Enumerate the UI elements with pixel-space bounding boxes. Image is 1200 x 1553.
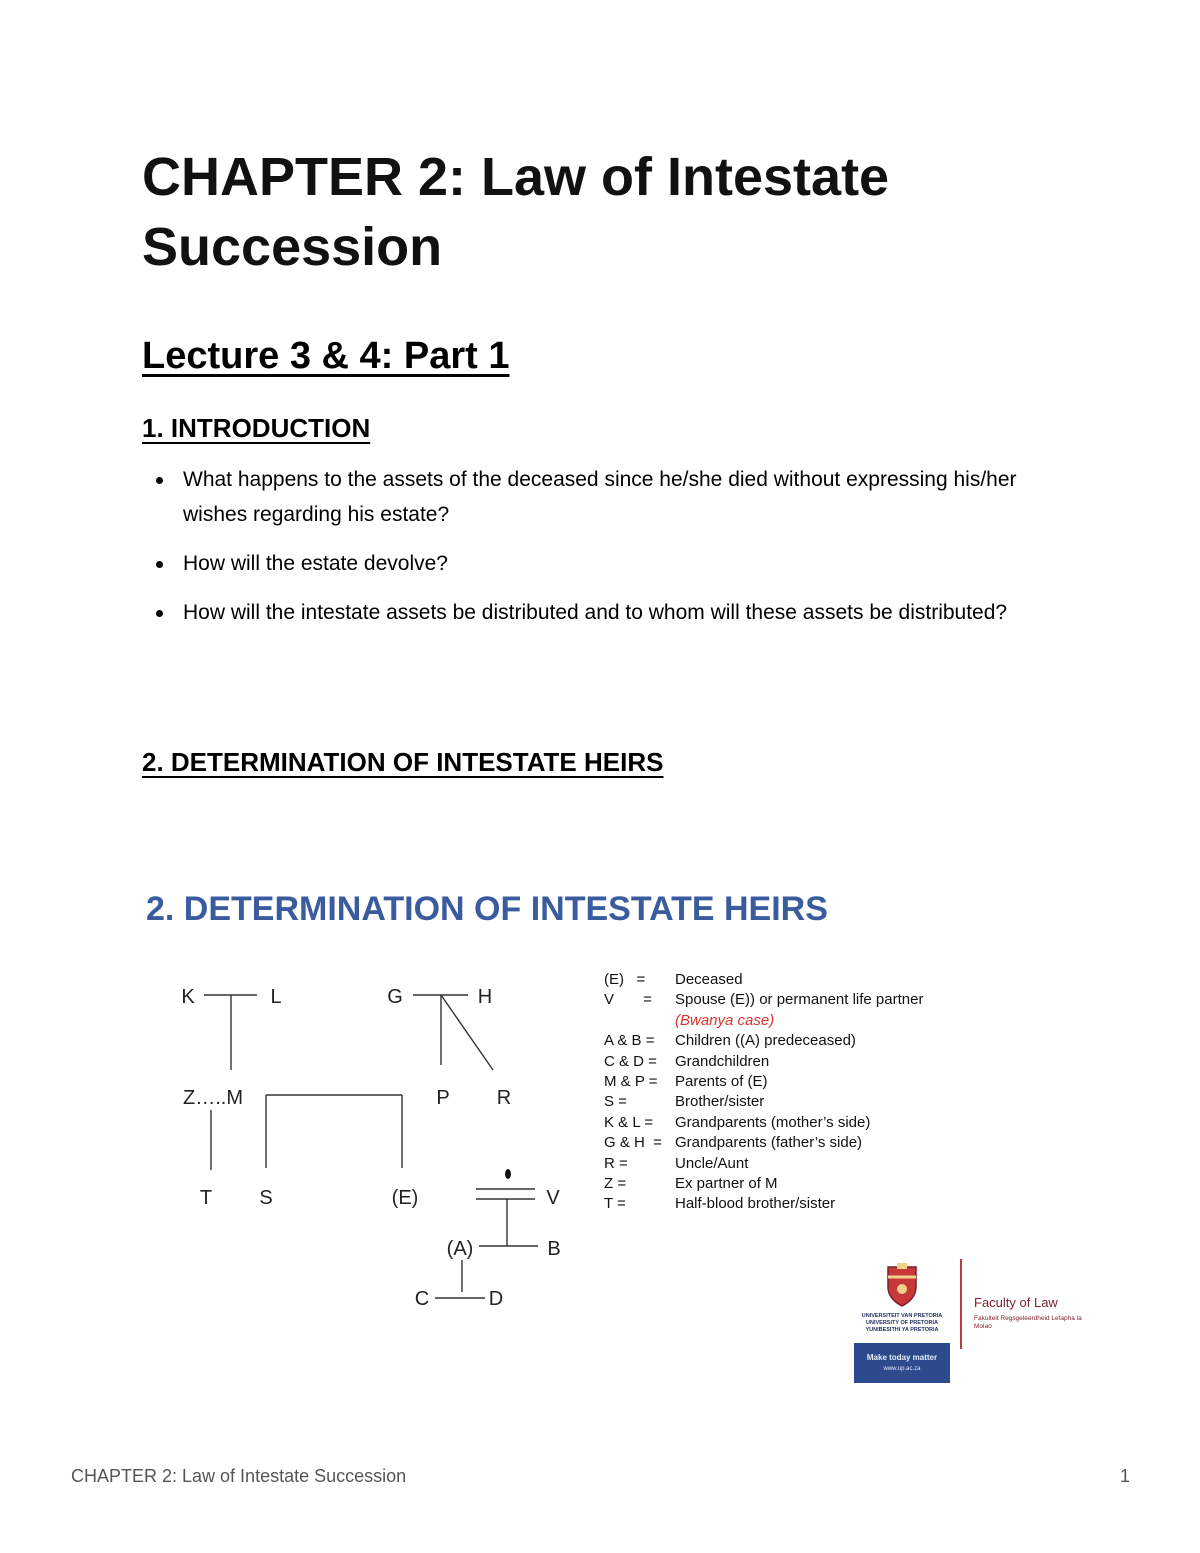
logo-divider [960,1259,962,1349]
node-z-m: Z…..M [183,1087,243,1109]
legend-row [604,990,923,1010]
legend-row [604,1194,923,1214]
faculty-name-translations: Fakulteit Regsgeleerdheid Lefapha la Molao [974,1315,1082,1330]
family-tree-diagram [142,880,582,1320]
legend-key [604,1011,675,1031]
legend-value: Grandparents (father’s side) [675,1134,863,1152]
legend-row [604,1154,923,1174]
legend-key: T = [604,1195,626,1213]
legend-row [604,1072,923,1092]
legend-value: Ex partner of M [675,1175,778,1193]
legend-value: Parents of (E) [675,1073,768,1091]
node-v: V [546,1187,560,1209]
slogan-banner [854,1343,950,1383]
legend-value: Uncle/Aunt [675,1154,749,1172]
faculty-name: Faculty of Law [974,1295,1058,1310]
legend-key: V = [604,991,652,1009]
website: www.up.ac.za [883,1366,921,1372]
legend-value: Deceased [675,971,743,988]
legend-row [604,970,923,990]
legend-key: A & B = [604,1032,655,1050]
legend-key: Z = [604,1175,627,1193]
legend-key: S = [604,1093,627,1111]
embedded-slide [142,880,1082,1400]
bullet-item: How will the intestate assets be distributed and to whom will these assets be distributed? [142,595,1062,630]
crest-icon [884,1263,920,1307]
legend-key: M & P = [604,1073,658,1091]
bullet-item: How will the estate devolve? [142,546,1062,581]
footer-title: CHAPTER 2: Law of Intestate Succession [71,1466,407,1486]
slogan: Make today matter [866,1353,938,1362]
university-logo [854,1255,1084,1385]
legend-row [604,1092,923,1112]
legend-row [604,1133,923,1153]
node-a: (A) [446,1238,474,1260]
legend-key: K & L = [604,1113,654,1131]
legend [604,970,923,1215]
section-1-heading: 1. INTRODUCTION [142,413,371,443]
legend-key: (E) = [604,971,646,988]
introduction-bullet-list [142,462,1062,644]
node-l: L [270,986,282,1008]
university-name: UNIVERSITEIT VAN PRETORIA UNIVERSITY OF PRETORIA YUNIBESITHI YA PRETORIA [861,1313,943,1333]
legend-value: Brother/sister [675,1093,765,1111]
legend-key: G & H = [604,1134,662,1152]
legend-key: R = [604,1154,628,1172]
node-r: R [496,1087,512,1109]
legend-value: Children ((A) predeceased) [675,1032,856,1050]
legend-row [604,1174,923,1194]
legend-row [604,1031,923,1051]
node-deceased: (E) [391,1187,419,1209]
bullet-item: What happens to the assets of the deceased since he/she died without expressing his/her wishes regarding his estate? [142,462,1062,532]
section-2-heading: 2. DETERMINATION OF INTESTATE HEIRS [142,747,664,777]
legend-value: Grandparents (mother’s side) [675,1113,871,1131]
deceased-marker [505,1169,511,1179]
legend-key: C & D = [604,1052,657,1070]
legend-row [604,1052,923,1072]
document-title: CHAPTER 2: Law of Intestate Succession [142,147,890,277]
family-tree-lines [204,995,538,1298]
legend-value: Half-blood brother/sister [675,1195,836,1213]
legend-row [604,1011,923,1031]
node-h: H [477,986,493,1008]
lecture-heading: Lecture 3 & 4: Part 1 [142,335,510,377]
node-k: K [181,986,195,1008]
slide-title: 2. DETERMINATION OF INTESTATE HEIRS [146,890,828,928]
node-t: T [199,1187,213,1209]
node-b: B [547,1238,561,1260]
legend-value: Grandchildren [675,1052,770,1070]
node-c: C [414,1288,430,1310]
legend-value: Spouse (E)) or permanent life partner [675,991,924,1009]
page-number: 1 [1120,1466,1131,1486]
case-reference: (Bwanya case) [675,1011,775,1029]
legend-row [604,1113,923,1133]
node-d: D [488,1288,504,1310]
node-s: S [259,1187,273,1209]
node-p: P [436,1087,450,1109]
node-g: G [387,986,403,1008]
